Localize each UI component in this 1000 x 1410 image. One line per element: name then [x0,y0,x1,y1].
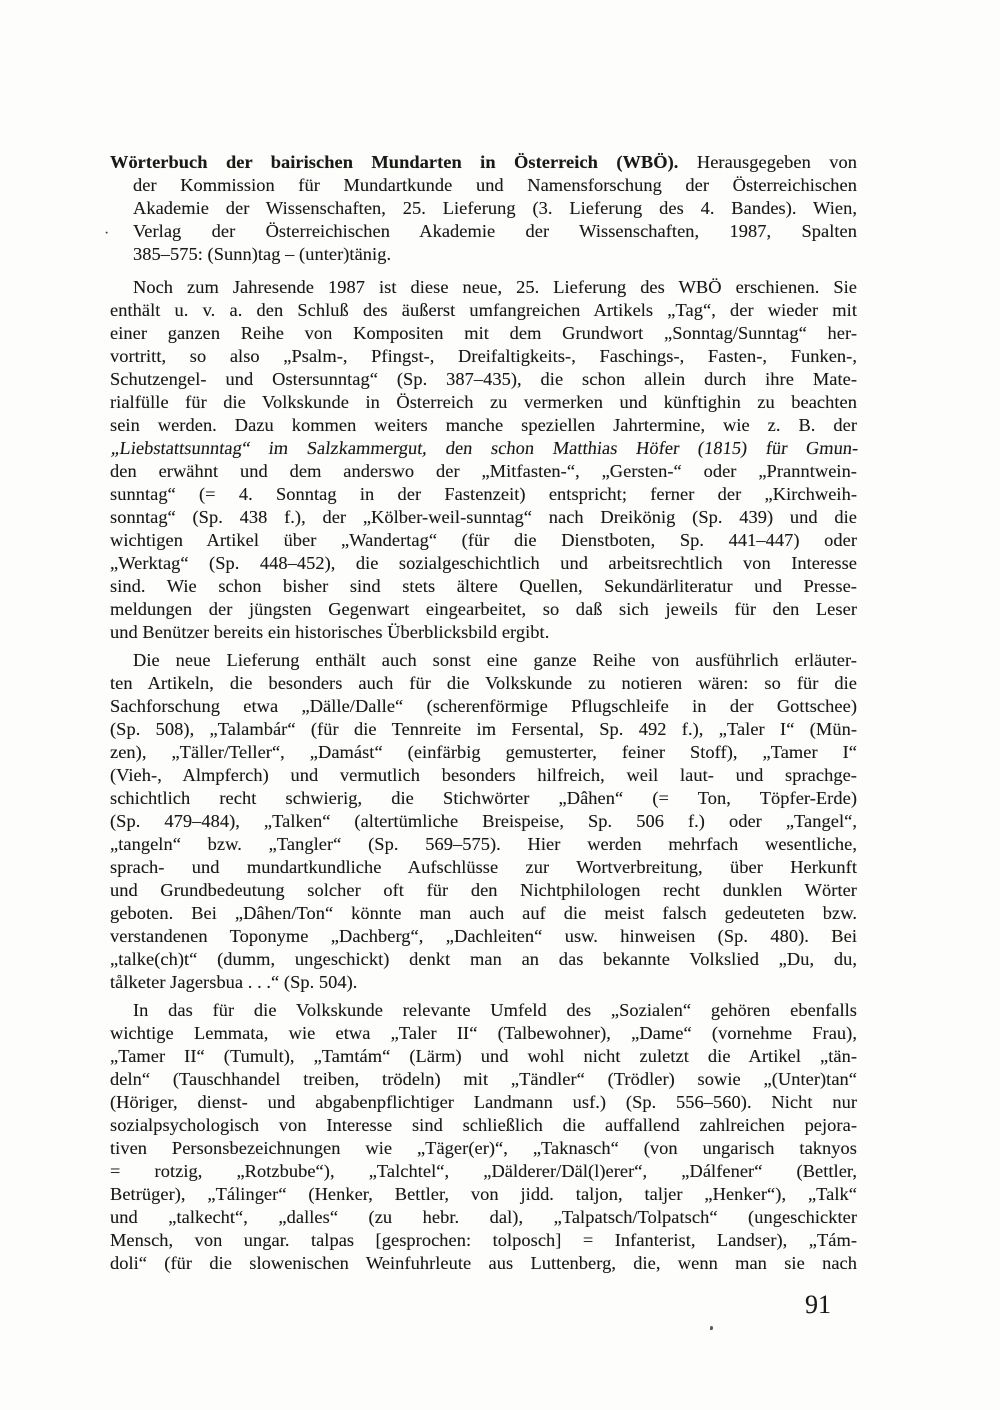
text-line: Sachforschung etwa „Dälle/Dalle“ (scherenförmige Pflugschleife in der Gottschee) [110,696,857,716]
text-line: „talke(ch)t“ (dumm, ungeschickt) denkt man an das bekannte Volkslied „Du, du, [110,949,857,969]
text-line: einer ganzen Reihe von Kompositen mit dem Grundwort „Sonntag/Sunntag“ her- [110,323,857,343]
text-line: sonntag“ (Sp. 438 f.), der „Kölber-weil-sunntag“ nach Dreikönig (Sp. 439) und die [110,507,857,527]
entry-heading: Wörterbuch der bairischen Mundarten in Österreich (WBÖ). [110,152,679,172]
text-line: „Liebstattsunntag“ im Salzkammergut, den schon Matthias Höfer (1815) für Gmun- [110,438,860,458]
text-line: „tangeln“ bzw. „Tangler“ (Sp. 569–575). Hier werden mehrfach wesentliche, [110,834,857,854]
text-line: „Werktag“ (Sp. 448–452), die sozialgeschichtlich und arbeitsrechtlich von Interesse [110,553,857,573]
text-line: tålketer Jagersbua . . .“ (Sp. 504). [110,972,358,992]
text-line: (Sp. 479–484), „Talken“ (altertümliche Breispeise, Sp. 506 f.) oder „Tangel“, [110,811,857,831]
text-line: wichtigen Artikel über „Wandertag“ (für die Dienstboten, Sp. 441–447) oder [110,530,857,550]
entry-continuation [110,174,857,266]
text-line: sprach- und mundartkundliche Aufschlüsse zur Wortverbreitung, über Herkunft [110,857,857,877]
text-line: deln“ (Tauschhandel treiben, trödeln) mit „Tändler“ (Trödler) sowie „(Unter)tan“ [110,1069,857,1089]
paragraph [110,276,860,644]
text-line: den erwähnt und dem anderswo der „Mitfasten-“, „Gersten-“ oder „Pranntwein- [110,461,857,481]
text-line: und Grundbedeutung solcher oft für den Nichtphilologen recht dunklen Wörter [110,880,857,900]
text-line: zen), „Täller/Teller“, „Damást“ (einfärbig gemusterter, feiner Stoff), „Tamer I“ [110,742,857,762]
text-line: Betrüger), „Tálinger“ (Henker, Bettler, von jidd. taljon, taljer „Henker“), „Talk“ [110,1184,857,1204]
text-line: sind. Wie schon bisher sind stets ältere Quellen, Sekundärliteratur und Presse- [110,576,857,596]
margin-speck: · [104,225,110,242]
text-line: tiven Personsbezeichnungen wie „Täger(er)“, „Taknasch“ (von ungarisch taknyos [110,1138,857,1158]
text-block [110,151,860,1280]
text-line: Die neue Lieferung enthält auch sonst eine ganze Reihe von ausführlich erläuter- [133,650,857,670]
text-line: vortritt, so also „Psalm-, Pfingst-, Dreifaltigkeits-, Faschings-, Fasten-, Funken-, [110,346,857,366]
text-line: Noch zum Jahresende 1987 ist diese neue, 25. Lieferung des WBÖ erschienen. Sie [133,277,857,297]
ink-speck [710,1326,713,1330]
text-line: (Sp. 508), „Talambár“ (für die Tennreite im Fersental, Sp. 492 f.), „Taler I“ (Mün- [110,719,857,739]
text-line: und Benützer bereits ein historisches Überblicksbild ergibt. [110,622,550,642]
text-line: Akademie der Wissenschaften, 25. Lieferung (3. Lieferung des 4. Bandes). Wien, [133,198,857,218]
text-line: meldungen der jüngsten Gegenwart eingearbeitet, so daß sich jeweils für den Leser [110,599,857,619]
text-line: der Kommission für Mundartkunde und Namensforschung der Österreichischen [133,175,857,195]
text-line: „Tamer II“ (Tumult), „Tamtám“ (Lärm) und wohl nicht zuletzt die Artikel „tän- [110,1046,857,1066]
text-line: sunntag“ (= 4. Sonntag in der Fastenzeit) entspricht; ferner der „Kirchweih- [110,484,857,504]
text-line: sein werden. Dazu kommen weiters manche speziellen Jahrtermine, wie z. B. der [110,415,857,435]
text-line: wichtige Lemmata, wie etwa „Taler II“ (Talbewohner), „Dame“ (vornehme Frau), [110,1023,857,1043]
entry-heading-rest: Herausgegeben von [696,152,858,172]
bibliographic-entry [110,151,857,266]
text-line: sozialpsychologisch von Interesse sind schließlich die auffallend zahlreichen pejora- [110,1115,857,1135]
text-line: enthält u. v. a. den Schluß des äußerst umfangreichen Artikels „Tag“, der wieder mit [110,300,857,320]
text-line: (Höriger, dienst- und abgabenpflichtiger Landmann usf.) (Sp. 556–560). Nicht nur [110,1092,857,1112]
text-line: = rotzig, „Rotzbube“), „Talchtel“, „Dälderer/Däl(l)erer“, „Dálfener“ (Bettler, [110,1161,857,1181]
text-line: (Vieh-, Almpferch) und vermutlich besonders hilfreich, weil laut- und sprachge- [110,765,857,785]
text-line: Schutzengel- und Ostersunntag“ (Sp. 387–435), die schon allein durch ihre Mate- [110,369,857,389]
text-line: verstandenen Toponyme „Dachberg“, „Dachleiten“ usw. hinweisen (Sp. 480). Bei [110,926,857,946]
paragraph [110,999,857,1275]
text-line: rialfülle für die Volkskunde in Österreich zu vermerken und künftighin zu beachten [110,392,857,412]
text-line: und „talkecht“, „dalles“ (zu hebr. dal), „Talpatsch/Tolpatsch“ (ungeschickter [110,1207,857,1227]
text-line: Verlag der Österreichischen Akademie der Wissenschaften, 1987, Spalten [133,221,857,241]
paragraph [110,649,857,994]
text-line: doli“ (für die slowenischen Weinfuhrleute aus Luttenberg, die, wenn man sie nach [110,1253,857,1273]
text-line: 385–575: (Sunn)tag – (unter)tänig. [133,244,392,264]
text-line [110,151,857,174]
text-line: Mensch, von ungar. talpas [gesprochen: tolposch] = Infanterist, Landser), „Tám- [110,1230,857,1250]
page-number: 91 [805,1290,831,1319]
text-line: In das für die Volkskunde relevante Umfeld des „Sozialen“ gehören ebenfalls [133,1000,857,1020]
text-line: ten Artikeln, die besonders auch für die Volkskunde zu notieren wären: so für die [110,673,857,693]
text-line: geboten. Bei „Dâhen/Ton“ könnte man auch auf die meist falsch gedeuteten bzw. [110,903,857,923]
text-line: schichtlich recht schwierig, die Stichwörter „Dâhen“ (= Ton, Töpfer-Erde) [110,788,857,808]
